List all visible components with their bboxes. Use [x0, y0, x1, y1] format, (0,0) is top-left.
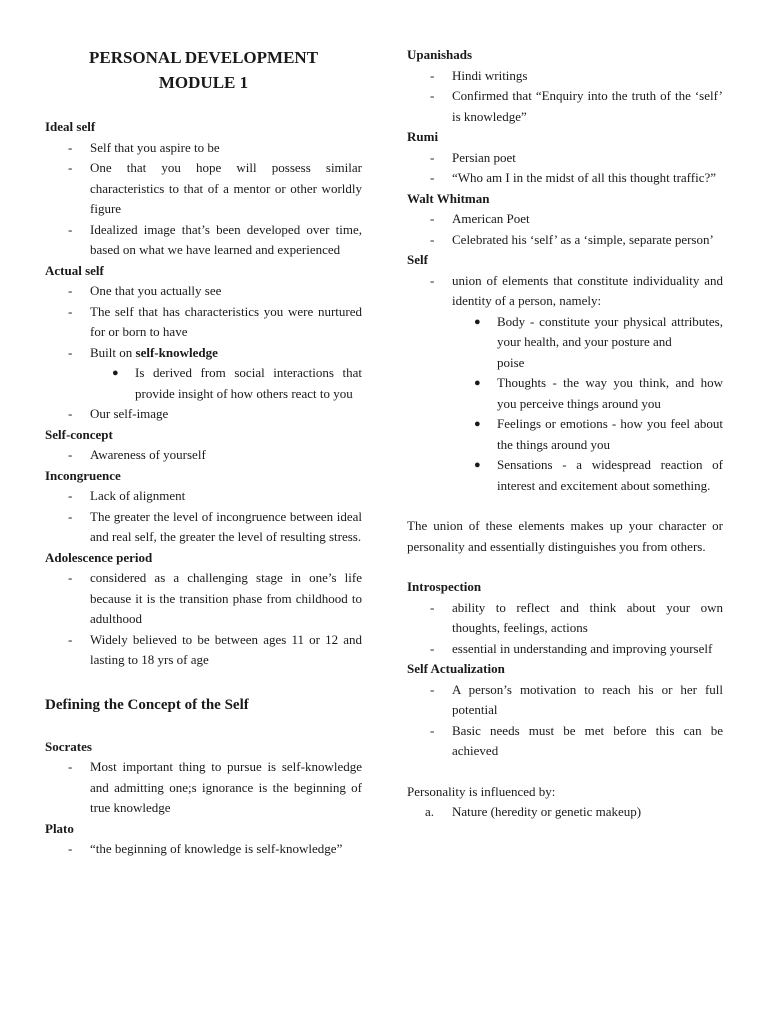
list-item: - A person’s motivation to reach his or her full potential [430, 681, 723, 717]
list-item: - “the beginning of knowledge is self-knowledge” [68, 841, 343, 856]
list-item: - Persian poet [430, 149, 516, 165]
adolescence-list [45, 568, 362, 671]
list-item: - Confirmed that “Enquiry into the truth of the ‘self’ is knowledge” [430, 88, 723, 124]
upanishads-heading: Upanishads [407, 47, 473, 62]
section-heading: Defining the Concept of the Self [45, 696, 249, 713]
personality-intro: Personality is influenced by: [407, 783, 556, 799]
sub-list-item: ● Sensations - a widespread reaction of interest and excitement about something. [474, 457, 723, 493]
left-column [45, 0, 362, 860]
walt-whitman-list [407, 209, 723, 250]
list-item: - essential in understanding and improving yourself [430, 640, 713, 656]
right-column [407, 0, 723, 823]
rumi-list [407, 148, 723, 189]
upanishads-list [407, 66, 723, 128]
self-concept-list [45, 445, 362, 466]
document-title: PERSONAL DEVELOPMENT [88, 48, 319, 67]
ideal-self-heading: Ideal self [45, 119, 96, 134]
list-item: - One that you actually see [68, 283, 222, 298]
plato-list [45, 839, 362, 860]
list-item: - Idealized image that’s been developed over time, based on what we have learned and experienced [68, 221, 362, 257]
socrates-heading: Socrates [45, 738, 92, 754]
ideal-self-list [45, 138, 362, 261]
list-item: - Hindi writings [430, 67, 528, 83]
self-actualization-list [407, 680, 723, 762]
list-item: - Our self-image [68, 406, 169, 421]
actual-self-sublist [90, 363, 362, 404]
list-item: - Basic needs must be met before this can be achieved [430, 722, 723, 758]
list-item: - Most important thing to pursue is self-knowledge and admitting one;s ignorance is the beginning of true knowledge [68, 759, 362, 815]
self-elements-list [452, 312, 723, 497]
sub-list-item: ● Is derived from social interactions that provide insight of how others react to you [112, 365, 362, 401]
plato-heading: Plato [45, 820, 74, 836]
personality-list [407, 802, 723, 823]
sub-list-item: ● Feelings or emotions - how you feel about the things around you [474, 416, 723, 452]
list-item: - Celebrated his ‘self’ as a ‘simple, separate person’ [430, 231, 714, 247]
list-item: - considered as a challenging stage in one’s life because it is the transition phase from childhood to adulthood [68, 570, 362, 626]
list-item: - The self that has characteristics you were nurtured for or born to have [68, 303, 362, 339]
incongruence-list [45, 486, 362, 548]
introspection-list [407, 598, 723, 660]
sub-list-item: ● Thoughts - the way you think, and how you perceive things around you [474, 375, 723, 411]
list-item: - One that you hope will possess similar characteristics to that of a mentor or other worldly figure [68, 160, 362, 216]
self-list [407, 271, 723, 497]
walt-whitman-heading: Walt Whitman [407, 190, 490, 206]
sub-list-item: ● Body - constitute your physical attributes, your health, and your posture and poise [474, 313, 723, 370]
self-actualization-heading: Self Actualization [407, 661, 505, 676]
list-item: - Widely believed to be between ages 11 or 12 and lasting to 18 yrs of age [68, 631, 362, 667]
actual-self-list [45, 281, 362, 425]
list-item: - The greater the level of incongruence between ideal and real self, the greater the level of resulting stress. [68, 508, 362, 544]
document-subtitle: MODULE 1 [158, 73, 249, 92]
incongruence-heading: Incongruence [45, 467, 121, 483]
actual-self-heading: Actual self [45, 262, 104, 278]
rumi-heading: Rumi [407, 129, 439, 144]
list-item: - ability to reflect and think about your own thoughts, feelings, actions [430, 599, 723, 635]
list-item: - Built on self-knowledge ● Is derived from social interactions that provide insight of how others react to you [45, 343, 362, 405]
self-knowledge-term: self-knowledge [135, 344, 218, 360]
list-item: - American Poet [430, 211, 530, 226]
self-concept-heading: Self-concept [45, 426, 113, 442]
adolescence-heading: Adolescence period [45, 549, 153, 565]
list-item: a. Nature (heredity or genetic makeup) [425, 804, 642, 819]
list-item: - Self that you aspire to be [68, 139, 220, 155]
union-paragraph: The union of these elements makes up your character or personality and essentially distinguishes you from others. [407, 518, 723, 554]
list-item: - “Who am I in the midst of all this thought traffic?” [430, 170, 717, 185]
list-item: - Awareness of yourself [68, 447, 206, 462]
introspection-heading: Introspection [407, 579, 482, 594]
socrates-list [45, 757, 362, 819]
list-item: - union of elements that constitute individuality and identity of a person, namely: ● Body - constitute your physical attributes, your health, and your posture and poise ● Thoughts - the way you think, and how you perceive things around you ● Feelings or emotions - how you feel about the things around you ● Sensations - a widespread reaction of interest and excitement about something. [407, 271, 723, 497]
self-heading: Self [407, 252, 428, 267]
list-item: - Lack of alignment [68, 488, 186, 503]
